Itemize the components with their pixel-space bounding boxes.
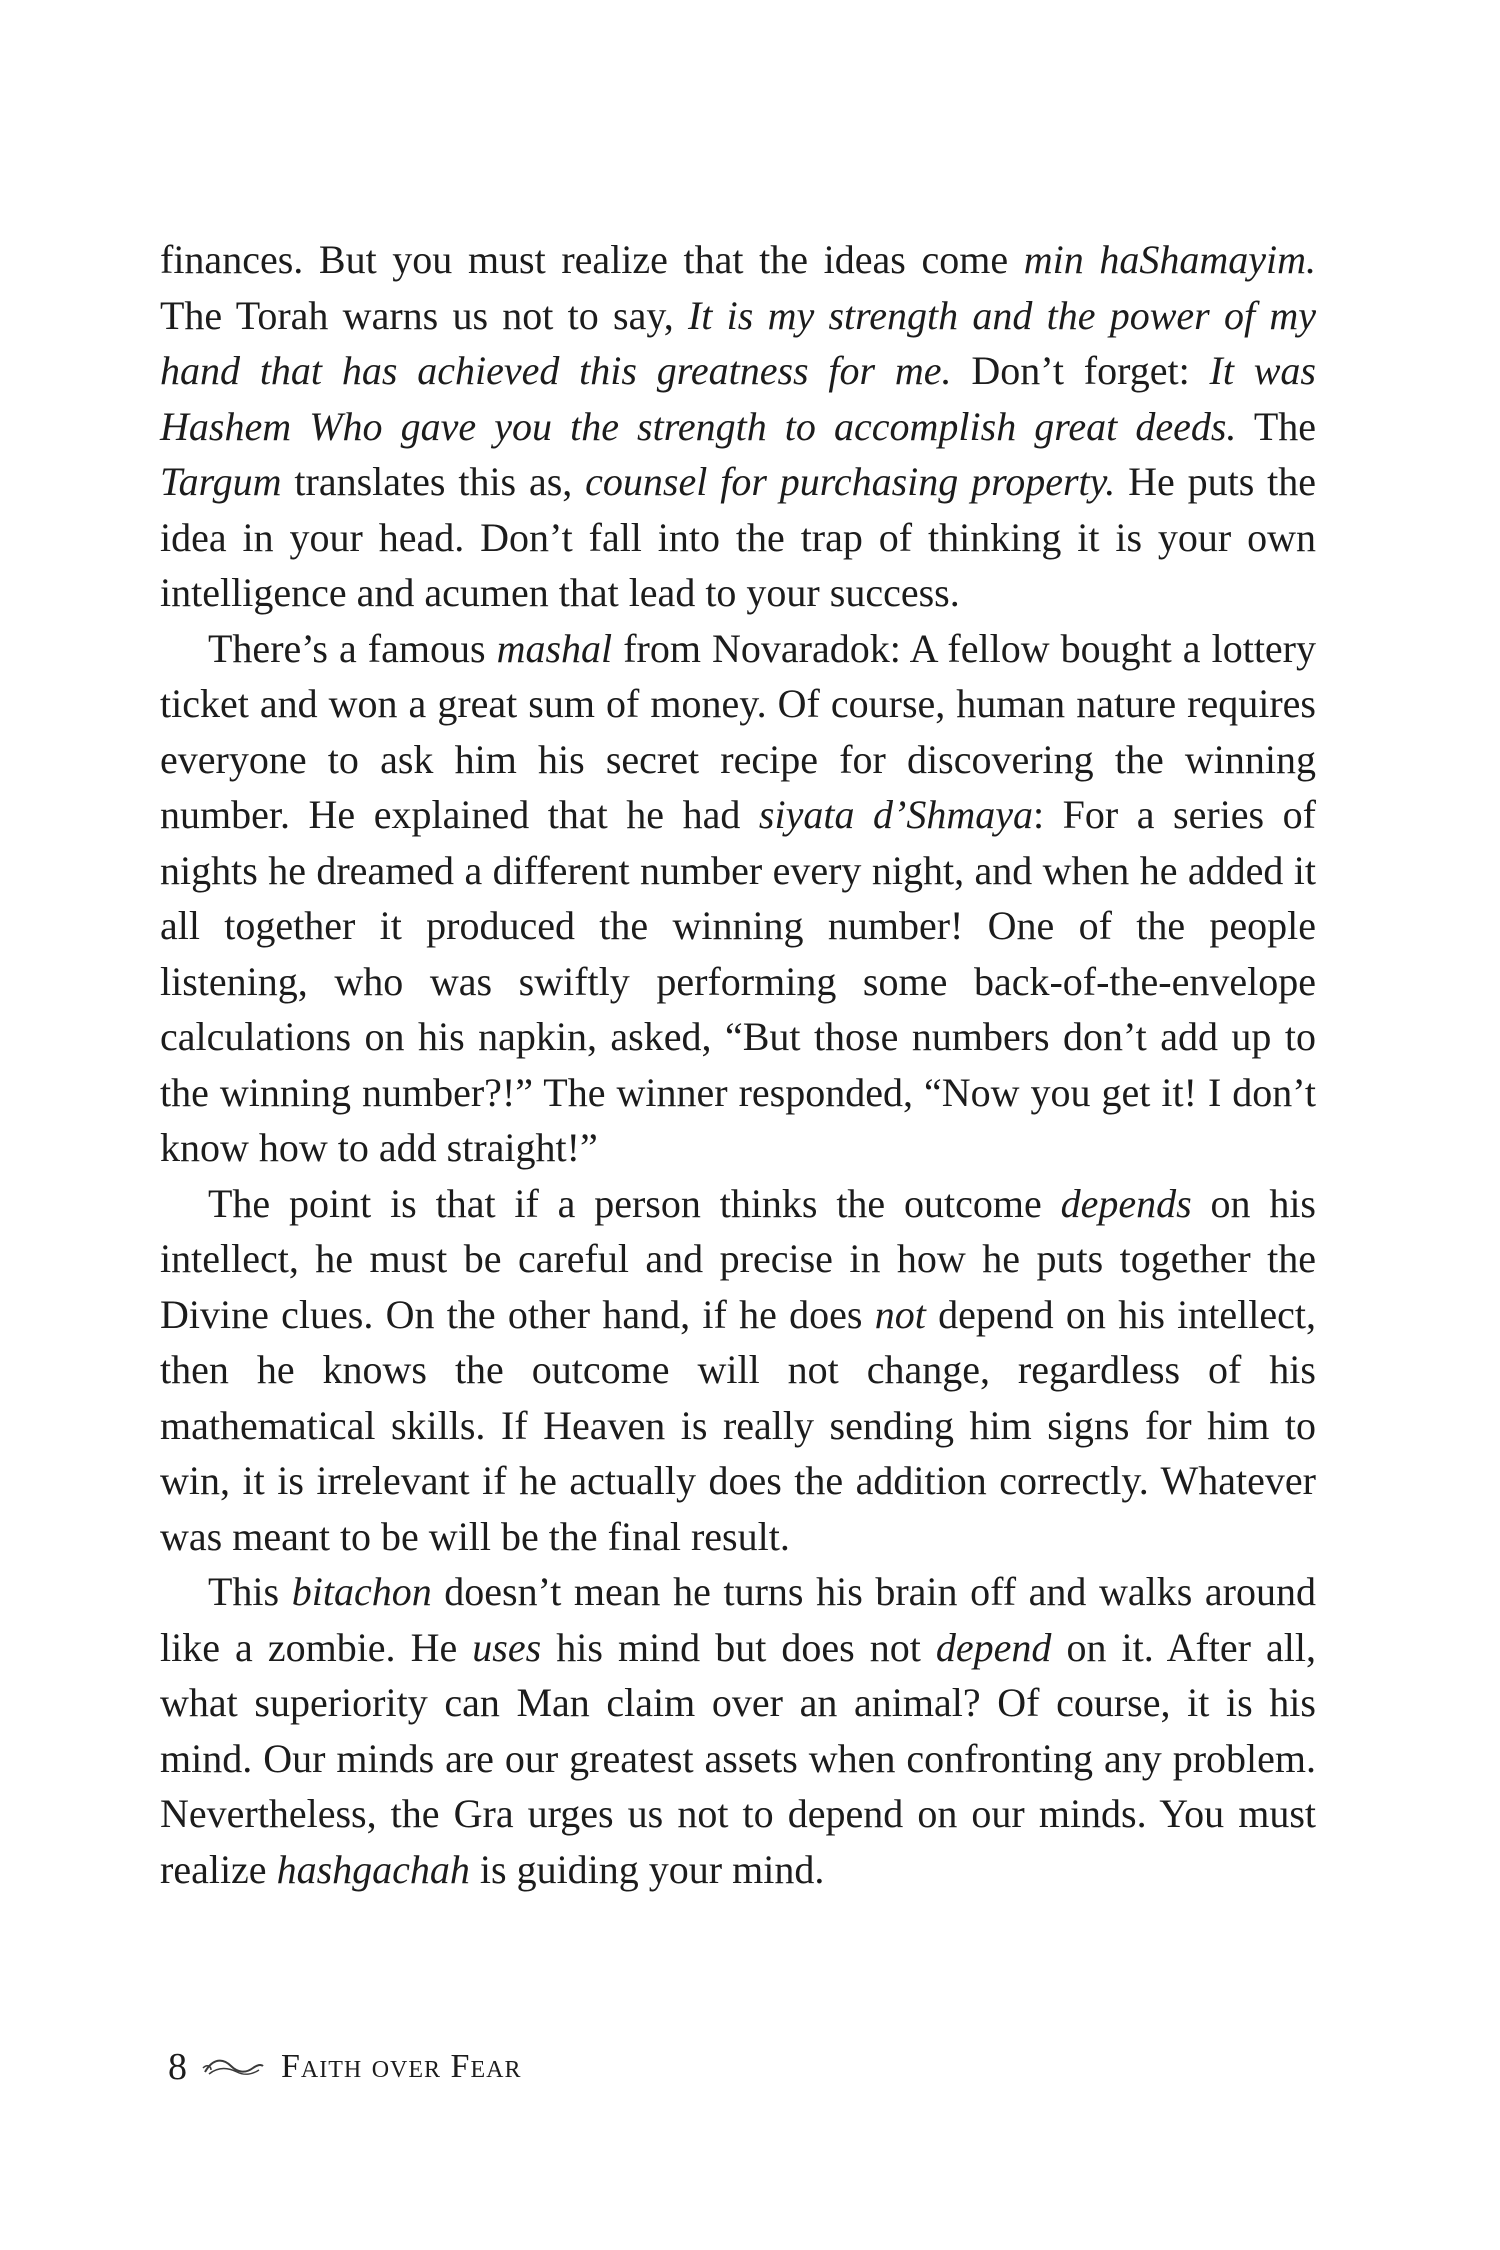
italic-run: counsel for purchasing property. [585, 459, 1116, 504]
italic-run: not [874, 1291, 926, 1337]
italic-run: It is my strength and the power of my hand that has achieved this greatness for me. [160, 292, 1316, 393]
text-run: on it. After all, what superiority can Man claim over an animal? Of course, it is his mind. Our minds are our greatest assets when confronting any problem. Nevertheless, the Gra urges us not to depend on our minds. You must realize [160, 1624, 1317, 1892]
text-run: on his intellect, he must be careful and precise in how he puts together the Divine clues. On the other hand, if he does [160, 1180, 1316, 1337]
text-run: There’s a famous [208, 625, 497, 671]
italic-run: depend [935, 1624, 1052, 1670]
italic-run: siyata d’Shmaya [758, 792, 1033, 837]
flourish-icon [201, 2052, 265, 2082]
body-text [160, 232, 1316, 1897]
page-footer [168, 2042, 521, 2092]
italic-run: depends [1060, 1180, 1192, 1226]
paragraph-3 [160, 1176, 1316, 1565]
book-title: Faith over Fear [281, 2048, 522, 2085]
italic-run: It was Hashem Who gave you the strength to accomplish great deeds. [160, 348, 1316, 449]
text-run: The [1236, 403, 1317, 449]
text-run: doesn’t mean he turns his brain off and walks around like a zombie. He [160, 1569, 1316, 1670]
italic-run: mashal [496, 625, 613, 671]
text-run: He puts the idea in your head. Don’t fall into the trap of thinking it is your own intelligence and acumen that lead to your success. [160, 459, 1316, 615]
paragraph-1 [160, 232, 1316, 621]
text-run: The Torah warns us not to say, [160, 292, 688, 338]
text-run: Don’t forget: [951, 348, 1210, 393]
italic-run: hashgachah [276, 1846, 470, 1892]
text-run: The point is that if a person thinks the outcome [208, 1180, 1061, 1226]
text-run: depend on his intellect, then he knows the outcome will not change, regardless of his mathematical skills. If Heaven is really sending him signs for him to win, it is irrelevant if he actually does the addition correctly. Whatever was meant to be will be the final result. [160, 1291, 1316, 1559]
page-number: 8 [168, 2046, 187, 2088]
italic-run: bitachon [291, 1569, 432, 1614]
text-run: finances. But you must realize that the ideas come [160, 237, 1024, 282]
italic-run: Targum [160, 459, 282, 504]
paragraph-2 [160, 621, 1316, 1176]
text-run: from Novaradok: A fellow bought a lottery ticket and won a great sum of money. Of course, human nature requires everyone to ask him his secret recipe for discovering the winning number. He explained that he had [160, 625, 1317, 837]
text-run: : For a series of nights he dreamed a different number every night, and when he added it all together it produced the winning number! One of the people listening, who was swiftly performing some back-of-the-envelope calculations on his napkin, asked, “But those numbers don’t add up to the winning number?!” The winner responded, “Now you get it! I don’t know how to add straight!” [160, 792, 1316, 1170]
text-run: his mind but does not [541, 1624, 936, 1670]
paragraph-4 [160, 1564, 1316, 1897]
italic-run: uses [472, 1624, 542, 1670]
text-run: is guiding your mind. [469, 1846, 825, 1892]
text-run: translates this as, [281, 459, 586, 504]
italic-run: min haShamayim. [1023, 237, 1317, 282]
text-run: This [208, 1569, 292, 1614]
